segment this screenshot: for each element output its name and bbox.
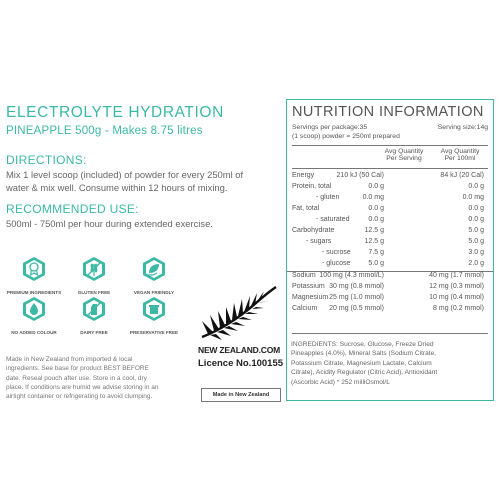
column-header-per-serving: Avg Quantity Per Serving bbox=[384, 148, 424, 162]
nutrition-row bbox=[292, 260, 488, 271]
recommended-heading: RECOMMENDED USE: bbox=[6, 202, 139, 216]
directions-heading: DIRECTIONS: bbox=[6, 153, 87, 167]
divider bbox=[292, 168, 488, 169]
per-serving-value: 0.0 g bbox=[368, 183, 384, 190]
per-100ml-value: 8 mg (0.2 mmol) bbox=[433, 305, 484, 312]
storage-note-line: ingredients. See base for product BEST BEFORE bbox=[6, 365, 149, 373]
per-100ml-value: 84 kJ (20 Cal) bbox=[440, 172, 484, 179]
per-serving-value: 12.5 g bbox=[364, 238, 384, 245]
nutrient-name: - saturated bbox=[316, 216, 350, 223]
storage-note-line: date. Reseal pouch after use. Store in a cool, dry bbox=[6, 374, 147, 382]
badge-premium-ingredients bbox=[4, 256, 64, 295]
per-100ml-value: 3.0 g bbox=[468, 249, 484, 256]
per-100ml-value: 0.0 mg bbox=[462, 194, 484, 201]
ingredients-line: Pineapples (4.0%), Mineral Salts (Sodium Citrate, bbox=[291, 350, 437, 358]
badge-preservative-free bbox=[124, 296, 184, 335]
directions-line-1: Mix 1 level scoop (included) of powder for every 250ml of bbox=[6, 169, 244, 180]
nutrition-row bbox=[292, 227, 488, 238]
nutrition-row bbox=[292, 172, 488, 183]
storage-note-line: Made in New Zealand from imported & local bbox=[6, 356, 133, 363]
per-serving-value: 0.0 g bbox=[368, 216, 384, 223]
per-100ml-value: 5.0 g bbox=[468, 227, 484, 234]
colour-drop-icon bbox=[21, 296, 47, 322]
badge-vegan-friendly bbox=[124, 256, 184, 295]
per-serving-value: 0.0 g bbox=[368, 205, 384, 212]
per-serving-value: 12.5 g bbox=[364, 227, 384, 234]
nutrition-row bbox=[292, 305, 488, 316]
badge-label: DAIRY FREE bbox=[80, 330, 108, 335]
nutrient-name: - sugars bbox=[306, 238, 332, 245]
ingredients-line: (Ascorbic Acid) * 252 milliOsmol/L bbox=[291, 378, 390, 386]
silver-fern-logo bbox=[198, 285, 280, 345]
nutrient-name: Protein, total bbox=[292, 183, 332, 190]
nutrient-name: Energy bbox=[292, 172, 315, 179]
product-title: ELECTROLYTE HYDRATION bbox=[6, 104, 224, 121]
badge-label: PREMIUM INGREDIENTS bbox=[6, 290, 62, 295]
nz-branding bbox=[198, 345, 284, 369]
per-serving-value: 0.0 mg bbox=[362, 194, 384, 201]
nutrient-name: Sodium bbox=[292, 272, 316, 279]
per-100ml-value: 40 mg (1.7 mmol) bbox=[429, 272, 484, 279]
badge-label: NO ADDED COLOUR bbox=[11, 330, 57, 335]
ingredients bbox=[291, 340, 487, 387]
nutrition-row bbox=[292, 216, 488, 227]
nutrition-row bbox=[292, 183, 488, 194]
servings-per-package: Servings per package:35 bbox=[292, 124, 368, 131]
nutrition-row bbox=[292, 249, 488, 260]
per-serving-value: 5.0 g bbox=[368, 260, 384, 267]
leaf-hand-icon bbox=[141, 256, 167, 282]
nutrient-name: Carbohydrate bbox=[292, 227, 335, 234]
nutrition-row bbox=[292, 272, 488, 283]
column-header-per-100ml: Avg Quantity Per 100ml bbox=[440, 148, 480, 162]
nutrition-row bbox=[292, 294, 488, 305]
storage-note-line: airtight container or refrigerating to avoid clumping. bbox=[6, 393, 153, 401]
ingredients-line: Potassium Citrate, Magnesium Lactate, Calcium bbox=[291, 359, 432, 367]
recommended-text: 500ml - 750ml per hour during extended exercise. bbox=[6, 218, 213, 229]
nutrient-name: Potassium bbox=[292, 283, 325, 290]
nutrient-name: - glucose bbox=[322, 260, 351, 267]
badge-label: VEGAN FRIENDLY bbox=[133, 290, 175, 295]
badge-label: GLUTEN FREE bbox=[77, 290, 111, 295]
per-100ml-value: 2.0 g bbox=[468, 260, 484, 267]
per-100ml-value: 0.0 g bbox=[468, 205, 484, 212]
badge-label: PRESERVATIVE FREE bbox=[129, 330, 179, 335]
nutrition-row bbox=[292, 194, 488, 205]
nutrition-title: NUTRITION INFORMATION bbox=[292, 104, 484, 120]
per-serving-value: 30 mg (0.8 mmol) bbox=[329, 283, 384, 290]
per-serving-value: 7.5 g bbox=[368, 249, 384, 256]
ingredients-line: INGREDIENTS: Sucrose, Glucose, Freeze Dried bbox=[291, 341, 434, 348]
nutrient-name: - gluten bbox=[316, 194, 340, 201]
nutrient-name: Fat, total bbox=[292, 205, 320, 212]
wheat-icon bbox=[81, 256, 107, 282]
per-100ml-value: 0.0 g bbox=[468, 183, 484, 190]
product-subtitle: PINEAPPLE 500g - Makes 8.75 litres bbox=[6, 125, 203, 137]
nutrient-name: Calcium bbox=[292, 305, 318, 312]
per-100ml-value: 0.0 g bbox=[468, 216, 484, 223]
nutrition-row bbox=[292, 238, 488, 249]
licence-number: Licence No.100155 bbox=[198, 358, 284, 369]
directions-line-2: water & mix well. Consume within 12 hours of mixing. bbox=[6, 182, 228, 193]
pot-icon bbox=[141, 296, 167, 322]
nutrient-name: Magnesium bbox=[292, 294, 329, 301]
divider bbox=[292, 145, 488, 146]
scoop-info: (1 scoop) powder = 250ml prepared bbox=[292, 133, 400, 140]
ingredients-line: Citrate), Acidity Regulator (Citric Acid), Antioxidant bbox=[291, 369, 438, 377]
badge-dairy-free bbox=[64, 296, 124, 335]
milk-carton-icon bbox=[81, 296, 107, 322]
per-100ml-value: 5.0 g bbox=[468, 238, 484, 245]
per-serving-value: 25 mg (1.0 mmol) bbox=[329, 294, 384, 301]
per-serving-value: 100 mg (4.3 mmol/L) bbox=[319, 272, 384, 279]
per-serving-value: 20 mg (0.5 mmol) bbox=[329, 305, 384, 312]
nz-site-name: NEW ZEALAND.COM bbox=[198, 345, 280, 355]
per-100ml-value: 12 mg (0.3 mmol) bbox=[429, 283, 484, 290]
badge-gluten-free bbox=[64, 256, 124, 295]
storage-notes bbox=[6, 355, 190, 401]
nutrition-row bbox=[292, 283, 488, 294]
award-ribbon-icon bbox=[21, 256, 47, 282]
divider bbox=[292, 333, 488, 334]
nutrition-row bbox=[292, 205, 488, 216]
per-100ml-value: 10 mg (0.4 mmol) bbox=[429, 294, 484, 301]
badge-no-added-colour bbox=[4, 296, 64, 335]
storage-note-line: place. If conditions are humid we advise storing in an bbox=[6, 383, 159, 391]
nutrient-name: - sucrose bbox=[322, 249, 351, 256]
per-serving-value: 210 kJ (50 Cal) bbox=[336, 172, 384, 179]
made-in-nz-badge: Made in New Zealand bbox=[201, 388, 281, 402]
serving-size: Serving size:14g bbox=[437, 124, 488, 131]
